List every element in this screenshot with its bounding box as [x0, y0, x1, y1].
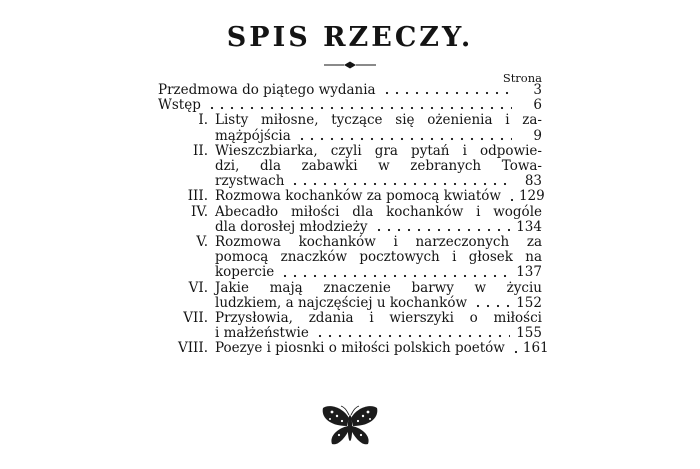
page-column-label: Strona [502, 71, 542, 85]
entry-title-line: Przysłowia, zdania i wierszyki o miłości [215, 310, 542, 327]
entry-title-line: Listy miłosne, tyczące się ożenienia i za- [215, 112, 542, 129]
chapter-numeral: VIII. [177, 340, 208, 357]
chapter-numeral: IV. [190, 203, 208, 220]
chapter-numeral: I. [198, 112, 208, 129]
entry-title-line: dla dorosłej młodzieży [215, 218, 368, 235]
entry-title-line: rzystwach [215, 173, 285, 190]
page-number: 9 [533, 127, 542, 144]
entry-title-line: ludzkiem, a najczęściej u kochanków [215, 294, 467, 311]
entry-title-line: Poezye i piosnki o miłości polskich poetów [215, 340, 505, 357]
entry-title-line: Przedmowa do piątego wydania [158, 82, 376, 98]
page-number: 3 [533, 82, 542, 98]
entry-title-line: Rozmowa kochanków i narzeczonych za [215, 234, 542, 251]
page-number: 137 [516, 264, 542, 281]
dot-leader [374, 228, 511, 232]
entry-title-line: dzi, dla zabawki w zebranych Towa- [215, 158, 542, 175]
dot-leader [507, 198, 513, 202]
dot-leader [382, 91, 512, 95]
toc-entry [158, 235, 542, 281]
page-number: 161 [522, 340, 549, 357]
entry-title-line: Abecadło miłości dla kochanków i wogóle [215, 203, 542, 220]
entry-title-line: Rozmowa kochanków za pomocą kwiatów [215, 188, 501, 205]
moth-icon [320, 402, 380, 452]
chapter-numeral: VI. [188, 279, 208, 296]
chapter-numeral: III. [187, 188, 208, 205]
chapter-numeral: II. [193, 142, 208, 159]
entry-title-line: kopercie [215, 264, 275, 281]
toc-entry [158, 83, 542, 98]
page-number: 6 [533, 97, 542, 114]
chapter-numeral: V. [196, 234, 208, 251]
table-of-contents [158, 82, 549, 357]
entry-title-line: pomocą znaczków pocztowych i głosek na [215, 249, 542, 266]
dot-leader [473, 304, 510, 308]
toc-entry [158, 281, 542, 311]
dot-leader [315, 334, 510, 338]
page-number: 152 [516, 294, 542, 311]
page-number: 129 [518, 188, 545, 205]
toc-entry [158, 98, 542, 113]
page-number: 83 [524, 173, 542, 190]
page-number: 134 [516, 218, 542, 235]
entry-title-line: Wstęp [158, 97, 201, 114]
dot-leader [290, 182, 512, 186]
entry-title-line: mążpójścia [215, 127, 291, 144]
entry-title-line: i małżeństwie [215, 325, 309, 342]
toc-entry [158, 311, 542, 341]
entry-title-line: Wieszczbiarka, czyli gra pytań i odpowie- [215, 142, 542, 159]
ornament-rule [322, 60, 378, 70]
toc-entry [158, 188, 545, 205]
dot-leader [297, 137, 512, 141]
chapter-numeral: VII. [183, 310, 208, 327]
dot-leader [511, 350, 517, 354]
dot-leader [280, 274, 510, 278]
entry-title-line: Jakie mają znaczenie barwy w życiu [215, 279, 542, 296]
toc-entry [158, 144, 542, 190]
page-title: SPIS RZECZY. [226, 22, 474, 53]
toc-entry [158, 205, 542, 235]
toc-entry [158, 340, 549, 357]
toc-entry [158, 113, 542, 143]
dot-leader [207, 106, 512, 110]
page-number: 155 [516, 325, 542, 342]
